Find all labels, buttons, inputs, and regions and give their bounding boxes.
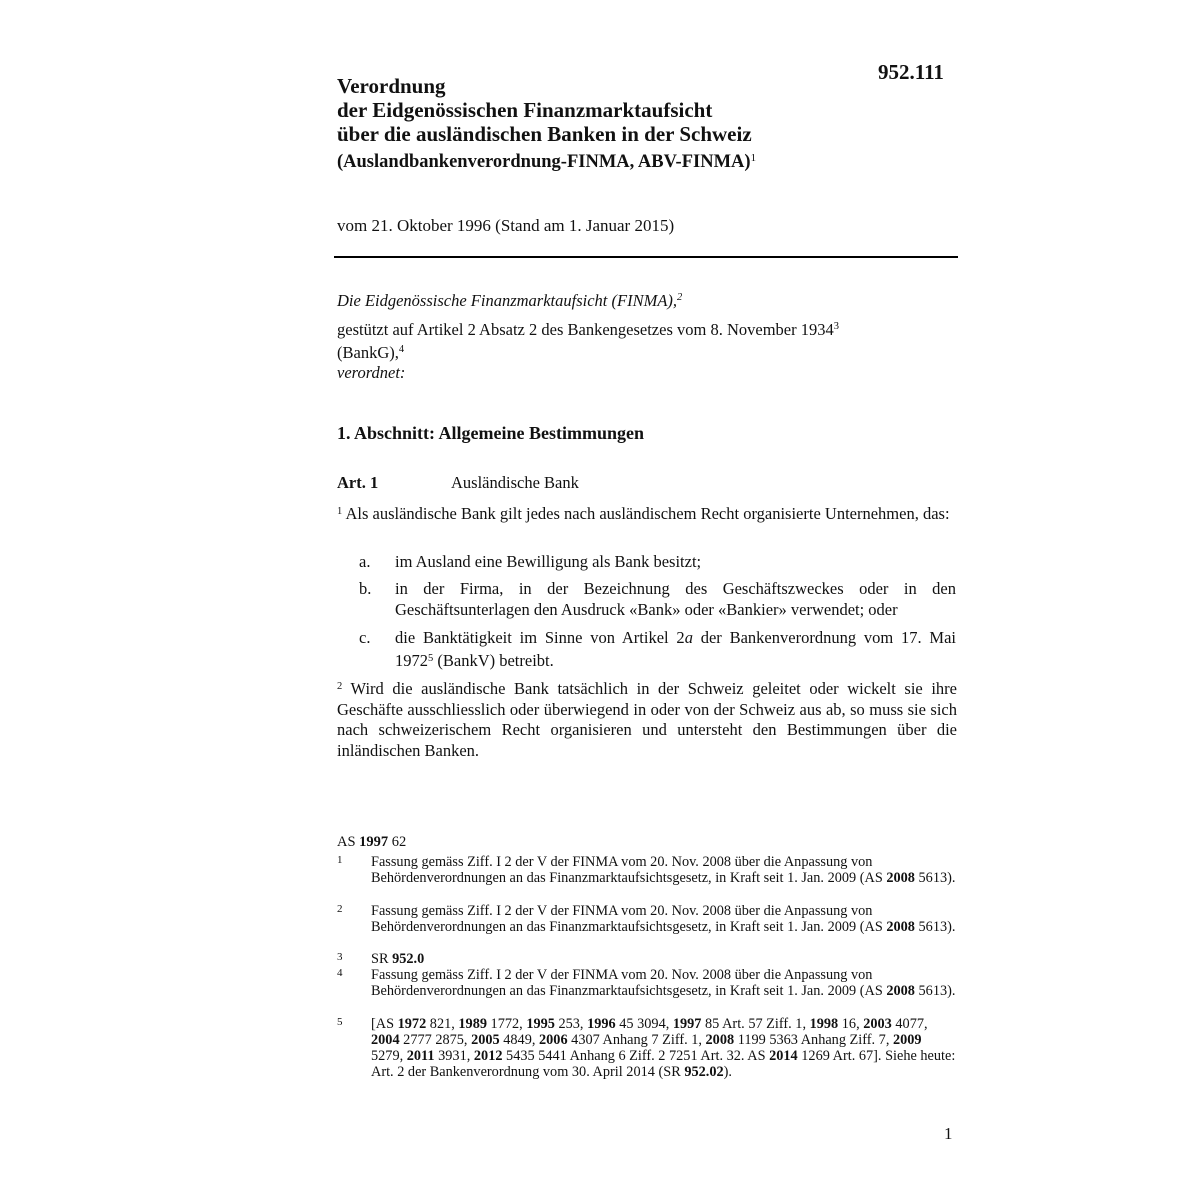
preamble-authority-text: Die Eidgenössische Finanzmarktaufsicht (FINMA), — [337, 291, 678, 310]
footnote-text-part: 5613). — [914, 919, 956, 935]
as-page: 62 — [388, 834, 407, 850]
footnote-text — [371, 903, 957, 935]
short-title-text: (Auslandbankenverordnung-FINMA, ABV-FINMA) — [337, 152, 751, 172]
footnote-ref-3: 3 — [833, 321, 839, 332]
footnote-year: 2008 — [886, 919, 915, 935]
footnote-text-part: Fassung gemäss Ziff. I 2 der V der FINMA vom 20. Nov. 2008 über die Anpassung von Behördenverordnungen an das Finanzmarktaufsichtsgesetz, in Kraft seit 1. Jan. 2009 (AS — [371, 967, 887, 999]
title-line-2: der Eidgenössischen Finanzmarktaufsicht — [337, 98, 713, 122]
sr-number: 952.111 — [878, 60, 944, 84]
preamble-basis2-text: (BankG), — [337, 343, 399, 362]
footnote-text: [AS 1972 821, 1989 1772, 1995 253, 1996 45 3094, 1997 85 Art. 57 Ziff. 1, 1998 16, 2003 4077, 2004 2777 2875, 2005 4849, 2006 4307 Anhang 7 Ziff. 1, 2008 1199 5363 Anhang Ziff. 7, 2009 5279, 2011 3931, 2012 5435 5441 Anhang 6 Ziff. 2 7251 Art. 32. AS 2014 1269 Art. 67]. Siehe heute: Art. 2 der Bankenverordnung vom 30. April 2014 (SR 952.02). — [371, 1016, 956, 1080]
footnote-text-part: 5613). — [914, 983, 956, 999]
footnote-ref-2: 2 — [677, 292, 683, 303]
preamble-basis — [337, 317, 957, 340]
as-year: 1997 — [359, 834, 389, 850]
article-title: Ausländische Bank — [451, 473, 579, 492]
preamble-authority — [337, 288, 957, 311]
list-text-part: der Bankenverordnung vom 17. Mai 1972 — [395, 628, 957, 670]
footnote-text — [371, 967, 957, 999]
list-text: in der Firma, in der Bezeichnung des Geschäftszweckes oder in den Geschäftsunterlagen den Ausdruck «Bank» oder «Bankier» verwendet; oder — [395, 579, 956, 619]
preamble-verb: verordnet: — [337, 363, 406, 382]
title-divider — [334, 256, 958, 258]
list-text-italic: a — [684, 628, 693, 647]
date-line: vom 21. Oktober 1996 (Stand am 1. Januar 2015) — [337, 216, 675, 235]
footnote-sr-number: 952.0 — [392, 951, 425, 967]
footnote-number: 3 — [337, 951, 343, 963]
title-line-1: Verordnung — [337, 74, 446, 98]
footnote-text-part: SR — [371, 951, 393, 967]
list-text — [395, 628, 956, 671]
footnote-number: 1 — [337, 854, 343, 866]
list-letter: b. — [359, 579, 372, 598]
footnote-text — [371, 854, 957, 886]
list-text-part: (BankV) betreibt. — [433, 650, 554, 670]
as-reference — [337, 834, 406, 851]
title-line-3: über die ausländischen Banken in der Schweiz — [337, 122, 752, 146]
paragraph-text: Wird die ausländische Bank tatsächlich in der Schweiz geleitet oder wickelt sie ihre Geschäfte ausschliesslich oder überwiegend in oder von der Schweiz aus ab, so muss sie sich nach schweizerischem Recht organisieren und untersteht den Bestimmungen über die inländischen Banken. — [337, 679, 957, 760]
list-text: im Ausland eine Bewilligung als Bank besitzt; — [395, 552, 702, 571]
footnote-number: 2 — [337, 903, 343, 915]
footnote-ref-5: 5 — [428, 652, 434, 664]
footnote-number: 4 — [337, 967, 343, 979]
as-prefix: AS — [337, 834, 360, 850]
footnote-text-part: 5613). — [914, 870, 956, 886]
article-paragraph-2 — [337, 677, 957, 761]
preamble-basis-2 — [337, 340, 957, 363]
list-text-part: die Banktätigkeit im Sinne von Artikel 2 — [395, 628, 685, 647]
preamble-basis-text: gestützt auf Artikel 2 Absatz 2 des Bankengesetzes vom 8. November 1934 — [337, 320, 834, 339]
section-heading: 1. Abschnitt: Allgemeine Bestimmungen — [337, 423, 645, 443]
paragraph-number: 2 — [337, 681, 343, 692]
paragraph-number: 1 — [337, 506, 343, 517]
list-letter: c. — [359, 628, 371, 647]
footnote-ref-1: 1 — [750, 152, 757, 164]
footnote-ref-4: 4 — [398, 344, 405, 355]
short-title — [337, 146, 897, 174]
document-title — [337, 74, 897, 174]
preamble — [337, 288, 957, 383]
footnote-text — [371, 951, 957, 967]
paragraph-text: Als ausländische Bank gilt jedes nach ausländischem Recht organisierte Unternehmen, das: — [345, 504, 950, 523]
article-paragraph-1 — [337, 502, 957, 525]
footnote-text-part: Fassung gemäss Ziff. I 2 der V der FINMA vom 20. Nov. 2008 über die Anpassung von Behördenverordnungen an das Finanzmarktaufsichtsgesetz, in Kraft seit 1. Jan. 2009 (AS — [371, 903, 887, 935]
footnote-text-part: Fassung gemäss Ziff. I 2 der V der FINMA vom 20. Nov. 2008 über die Anpassung von Behördenverordnungen an das Finanzmarktaufsichtsgesetz, in Kraft seit 1. Jan. 2009 (AS — [371, 854, 887, 886]
footnote-year: 2008 — [886, 983, 915, 999]
footnote-year: 2008 — [886, 870, 915, 886]
article-number: Art. 1 — [337, 473, 379, 492]
page-number: 1 — [944, 1124, 953, 1143]
list-letter: a. — [359, 552, 371, 571]
footnote-number: 5 — [337, 1016, 343, 1028]
